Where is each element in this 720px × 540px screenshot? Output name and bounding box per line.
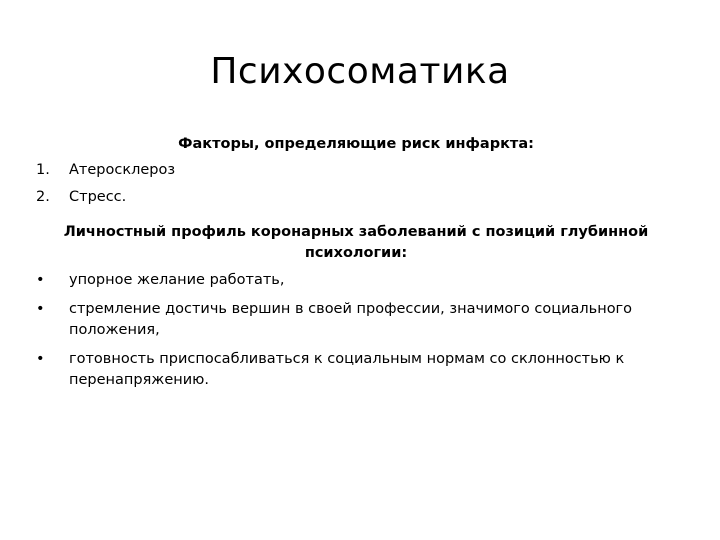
list-item-text: Стресс. <box>69 189 127 205</box>
list-item <box>36 187 676 208</box>
bullet-icon: • <box>36 351 45 367</box>
list-item-text: готовность приспосабливаться к социальным нормам со склонностью к перенапряжению. <box>69 351 625 388</box>
list-item <box>36 270 676 291</box>
profile-heading: Личностный профиль коронарных заболеваний с позиций глубинной психологии: <box>63 224 649 261</box>
list-item <box>36 160 676 181</box>
risk-factors-heading: Факторы, определяющие риск инфаркта: <box>178 136 534 152</box>
list-item <box>36 349 676 391</box>
slide-title: Психосоматика <box>210 51 510 92</box>
bullet-icon: • <box>36 272 45 288</box>
list-number: 2. <box>36 189 50 205</box>
list-item <box>36 299 676 341</box>
slide-content <box>36 134 676 399</box>
list-item-text: Атеросклероз <box>69 162 176 178</box>
profile-list <box>36 270 676 391</box>
list-item-text: стремление достичь вершин в своей профессии, значимого социального положения, <box>69 301 633 338</box>
bullet-icon: • <box>36 301 45 317</box>
list-item-text: упорное желание работать, <box>69 272 285 288</box>
risk-factors-list <box>36 160 676 208</box>
list-number: 1. <box>36 162 50 178</box>
